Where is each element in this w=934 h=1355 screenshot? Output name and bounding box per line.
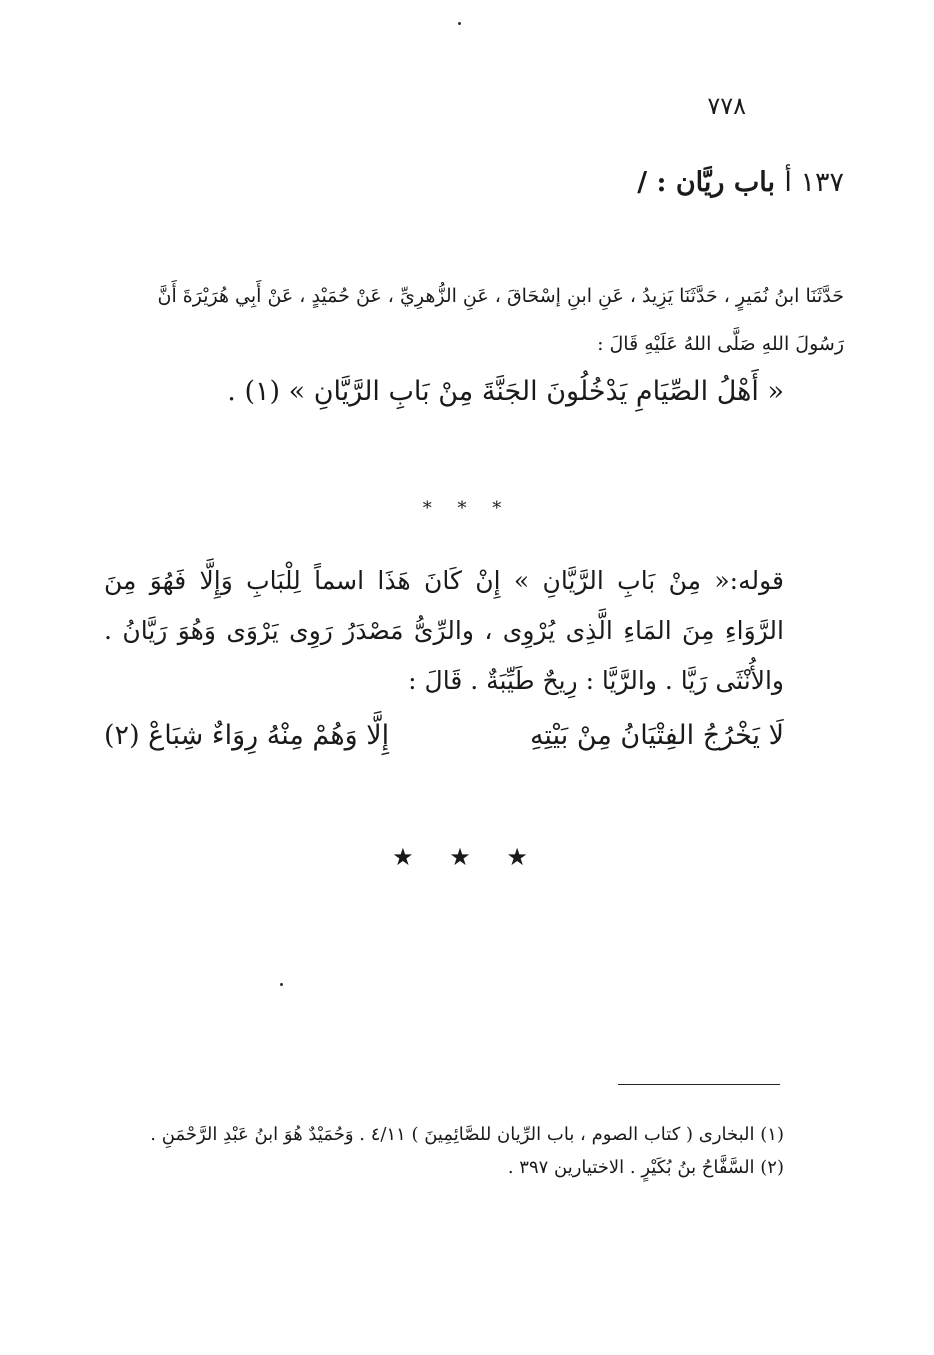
hadith-text: « أَهْلُ الصِّيَامِ يَدْخُلُونَ الجَنَّةَ مِنْ بَابِ الرَّيَّانِ » (١) . [227, 376, 784, 407]
isnad-text: حَدَّثَنَا ابنُ نُمَيرٍ ، حَدَّثَنَا يَزِيدُ ، عَنِ ابنِ إسْحَاقَ ، عَنِ الزُّهرِيِّ ، عَنْ حُمَيْدٍ ، عَنْ أَبِي هُرَيْرَةَ أَنَّ رَسُولَ اللهِ صَلَّى اللهُ عَلَيْهِ قَالَ : [157, 285, 844, 355]
page-number: ٧٧٨ [707, 92, 746, 120]
footnote-divider [618, 1084, 780, 1085]
chapter-number: ١٣٧ أ [784, 167, 844, 198]
scan-speck [458, 22, 461, 25]
section-end-separator: ★ ★ ★ [392, 843, 542, 871]
chapter-heading [637, 167, 844, 198]
footnote-2: (٢) السَّفَّاحُ بنُ بُكَيْرٍ . الاختيارين ٣٩٧ . [507, 1157, 784, 1178]
poem-first-hemistich: لَا يَخْرُجُ الفِتْيَانُ مِنْ بَيْتِهِ [529, 720, 784, 751]
commentary-paragraph: قوله:« مِنْ بَابِ الرَّيَّانِ » إِنْ كَانَ هَذَا اسماً لِلْبَابِ وَإِلَّا فَهُوَ مِنَ الرَّوَاءِ مِنَ المَاءِ الَّذِى يُرْوِى ، والرِّىُّ مَصْدَرُ رَوِى يَرْوَى وَهُوَ رَيَّانُ . والأُنْثَى رَيَّا . والرَّيَّا : رِيحٌ طَيِّبَةٌ . قَالَ : [104, 566, 784, 695]
poem-second-hemistich: إِلَّا وَهُمْ مِنْهُ رِوَاءٌ شِبَاعْ (٢) [104, 720, 390, 751]
section-separator: * * * [422, 498, 512, 519]
poem-verse [104, 720, 784, 751]
footnotes [64, 1118, 784, 1184]
scan-speck [280, 983, 283, 986]
footnote-1: (١) البخارى ( كتاب الصوم ، باب الرِّيان للصَّائِمِينَ ) ٤/١١ . وَحُمَيْدٌ هُوَ ابنُ عَبْدِ الرَّحْمَنِ . [150, 1124, 784, 1145]
chapter-title: باب ريَّان : / [637, 167, 775, 198]
